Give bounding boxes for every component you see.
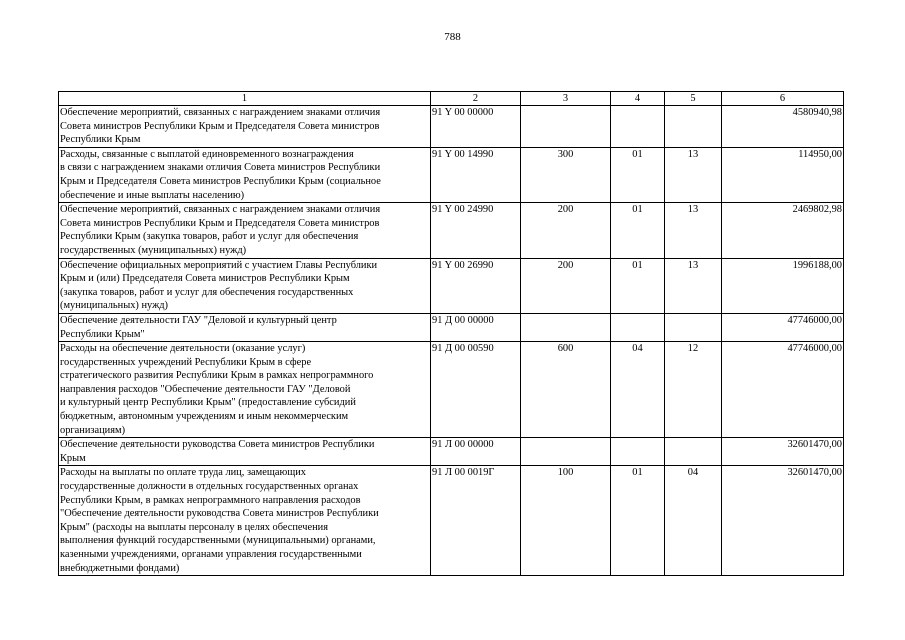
column-header-3: 3 <box>521 92 611 106</box>
row-amount: 2469802,98 <box>722 203 844 258</box>
table-row <box>59 466 844 576</box>
row-section <box>611 438 665 466</box>
row-amount: 32601470,00 <box>722 438 844 466</box>
row-subsection <box>665 106 722 148</box>
table-row <box>59 147 844 202</box>
row-target-code: 91 Д 00 00590 <box>431 342 521 438</box>
row-expense-type: 200 <box>521 258 611 313</box>
row-expense-type <box>521 438 611 466</box>
table-row <box>59 258 844 313</box>
table-body <box>59 106 844 576</box>
row-description: Расходы на выплаты по оплате труда лиц, замещающих государственные должности в отдельных государственных органах Республики Крым, в рамках непрограммного направления расходов "Обеспечение деятельности руководства Совета министров Республики Крым" (расходы на выплаты персоналу в целях обеспечения выполнения функций государственными (муниципальными) органами, казенными учреждениями, органами управления государственными внебюджетными фондами) <box>59 466 431 576</box>
row-target-code: 91 Л 00 00000 <box>431 438 521 466</box>
column-header-1: 1 <box>59 92 431 106</box>
row-subsection <box>665 438 722 466</box>
row-expense-type: 200 <box>521 203 611 258</box>
row-subsection: 12 <box>665 342 722 438</box>
row-expense-type: 600 <box>521 342 611 438</box>
row-amount: 1996188,00 <box>722 258 844 313</box>
row-description: Обеспечение мероприятий, связанных с награждением знаками отличия Совета министров Республики Крым и Председателя Совета министров Республики Крым (закупка товаров, работ и услуг для обеспечения государственных (муниципальных) нужд) <box>59 203 431 258</box>
column-header-6: 6 <box>722 92 844 106</box>
row-target-code: 91 Л 00 0019Г <box>431 466 521 576</box>
row-description: Обеспечение деятельности руководства Совета министров Республики Крым <box>59 438 431 466</box>
row-description: Расходы, связанные с выплатой единовременного вознаграждения в связи с награждением знаками отличия Совета министров Республики Крым и Председателя Совета министров Республики Крым (социальное обеспечение и иные выплаты населению) <box>59 147 431 202</box>
row-target-code: 91 Y 00 14990 <box>431 147 521 202</box>
row-target-code: 91 Y 00 26990 <box>431 258 521 313</box>
column-header-2: 2 <box>431 92 521 106</box>
row-description: Обеспечение мероприятий, связанных с награждением знаками отличия Совета министров Республики Крым и Председателя Совета министров Республики Крым <box>59 106 431 148</box>
page-number: 788 <box>444 31 461 43</box>
row-description: Обеспечение деятельности ГАУ "Деловой и культурный центр Республики Крым" <box>59 313 431 341</box>
row-subsection: 04 <box>665 466 722 576</box>
row-section <box>611 313 665 341</box>
row-section <box>611 106 665 148</box>
row-amount: 4580940,98 <box>722 106 844 148</box>
row-target-code: 91 Y 00 24990 <box>431 203 521 258</box>
row-expense-type: 300 <box>521 147 611 202</box>
budget-table <box>58 91 844 576</box>
row-section: 01 <box>611 147 665 202</box>
row-target-code: 91 Y 00 00000 <box>431 106 521 148</box>
row-subsection: 13 <box>665 203 722 258</box>
row-amount: 32601470,00 <box>722 466 844 576</box>
row-expense-type <box>521 313 611 341</box>
table-row <box>59 203 844 258</box>
row-subsection <box>665 313 722 341</box>
row-expense-type: 100 <box>521 466 611 576</box>
row-section: 01 <box>611 258 665 313</box>
row-description: Обеспечение официальных мероприятий с участием Главы Республики Крым и (или) Председателя Совета министров Республики Крым (закупка товаров, работ и услуг для обеспечения государственных (муниципальных) нужд) <box>59 258 431 313</box>
table-row <box>59 342 844 438</box>
row-section: 01 <box>611 466 665 576</box>
header-row <box>59 92 844 106</box>
row-description: Расходы на обеспечение деятельности (оказание услуг) государственных учреждений Республики Крым в сфере стратегического развития Республики Крым в рамках непрограммного направления расходов "Обеспечение деятельности ГАУ "Деловой и культурный центр Республики Крым" (предоставление субсидий бюджетным, автономным учреждениям и иным некоммерческим организациям) <box>59 342 431 438</box>
table-row <box>59 313 844 341</box>
row-section: 01 <box>611 203 665 258</box>
table-row <box>59 438 844 466</box>
row-section: 04 <box>611 342 665 438</box>
table-header <box>59 92 844 106</box>
row-amount: 47746000,00 <box>722 342 844 438</box>
column-header-4: 4 <box>611 92 665 106</box>
table-row <box>59 106 844 148</box>
row-amount: 47746000,00 <box>722 313 844 341</box>
row-target-code: 91 Д 00 00000 <box>431 313 521 341</box>
row-expense-type <box>521 106 611 148</box>
row-subsection: 13 <box>665 258 722 313</box>
row-amount: 114950,00 <box>722 147 844 202</box>
column-header-5: 5 <box>665 92 722 106</box>
row-subsection: 13 <box>665 147 722 202</box>
